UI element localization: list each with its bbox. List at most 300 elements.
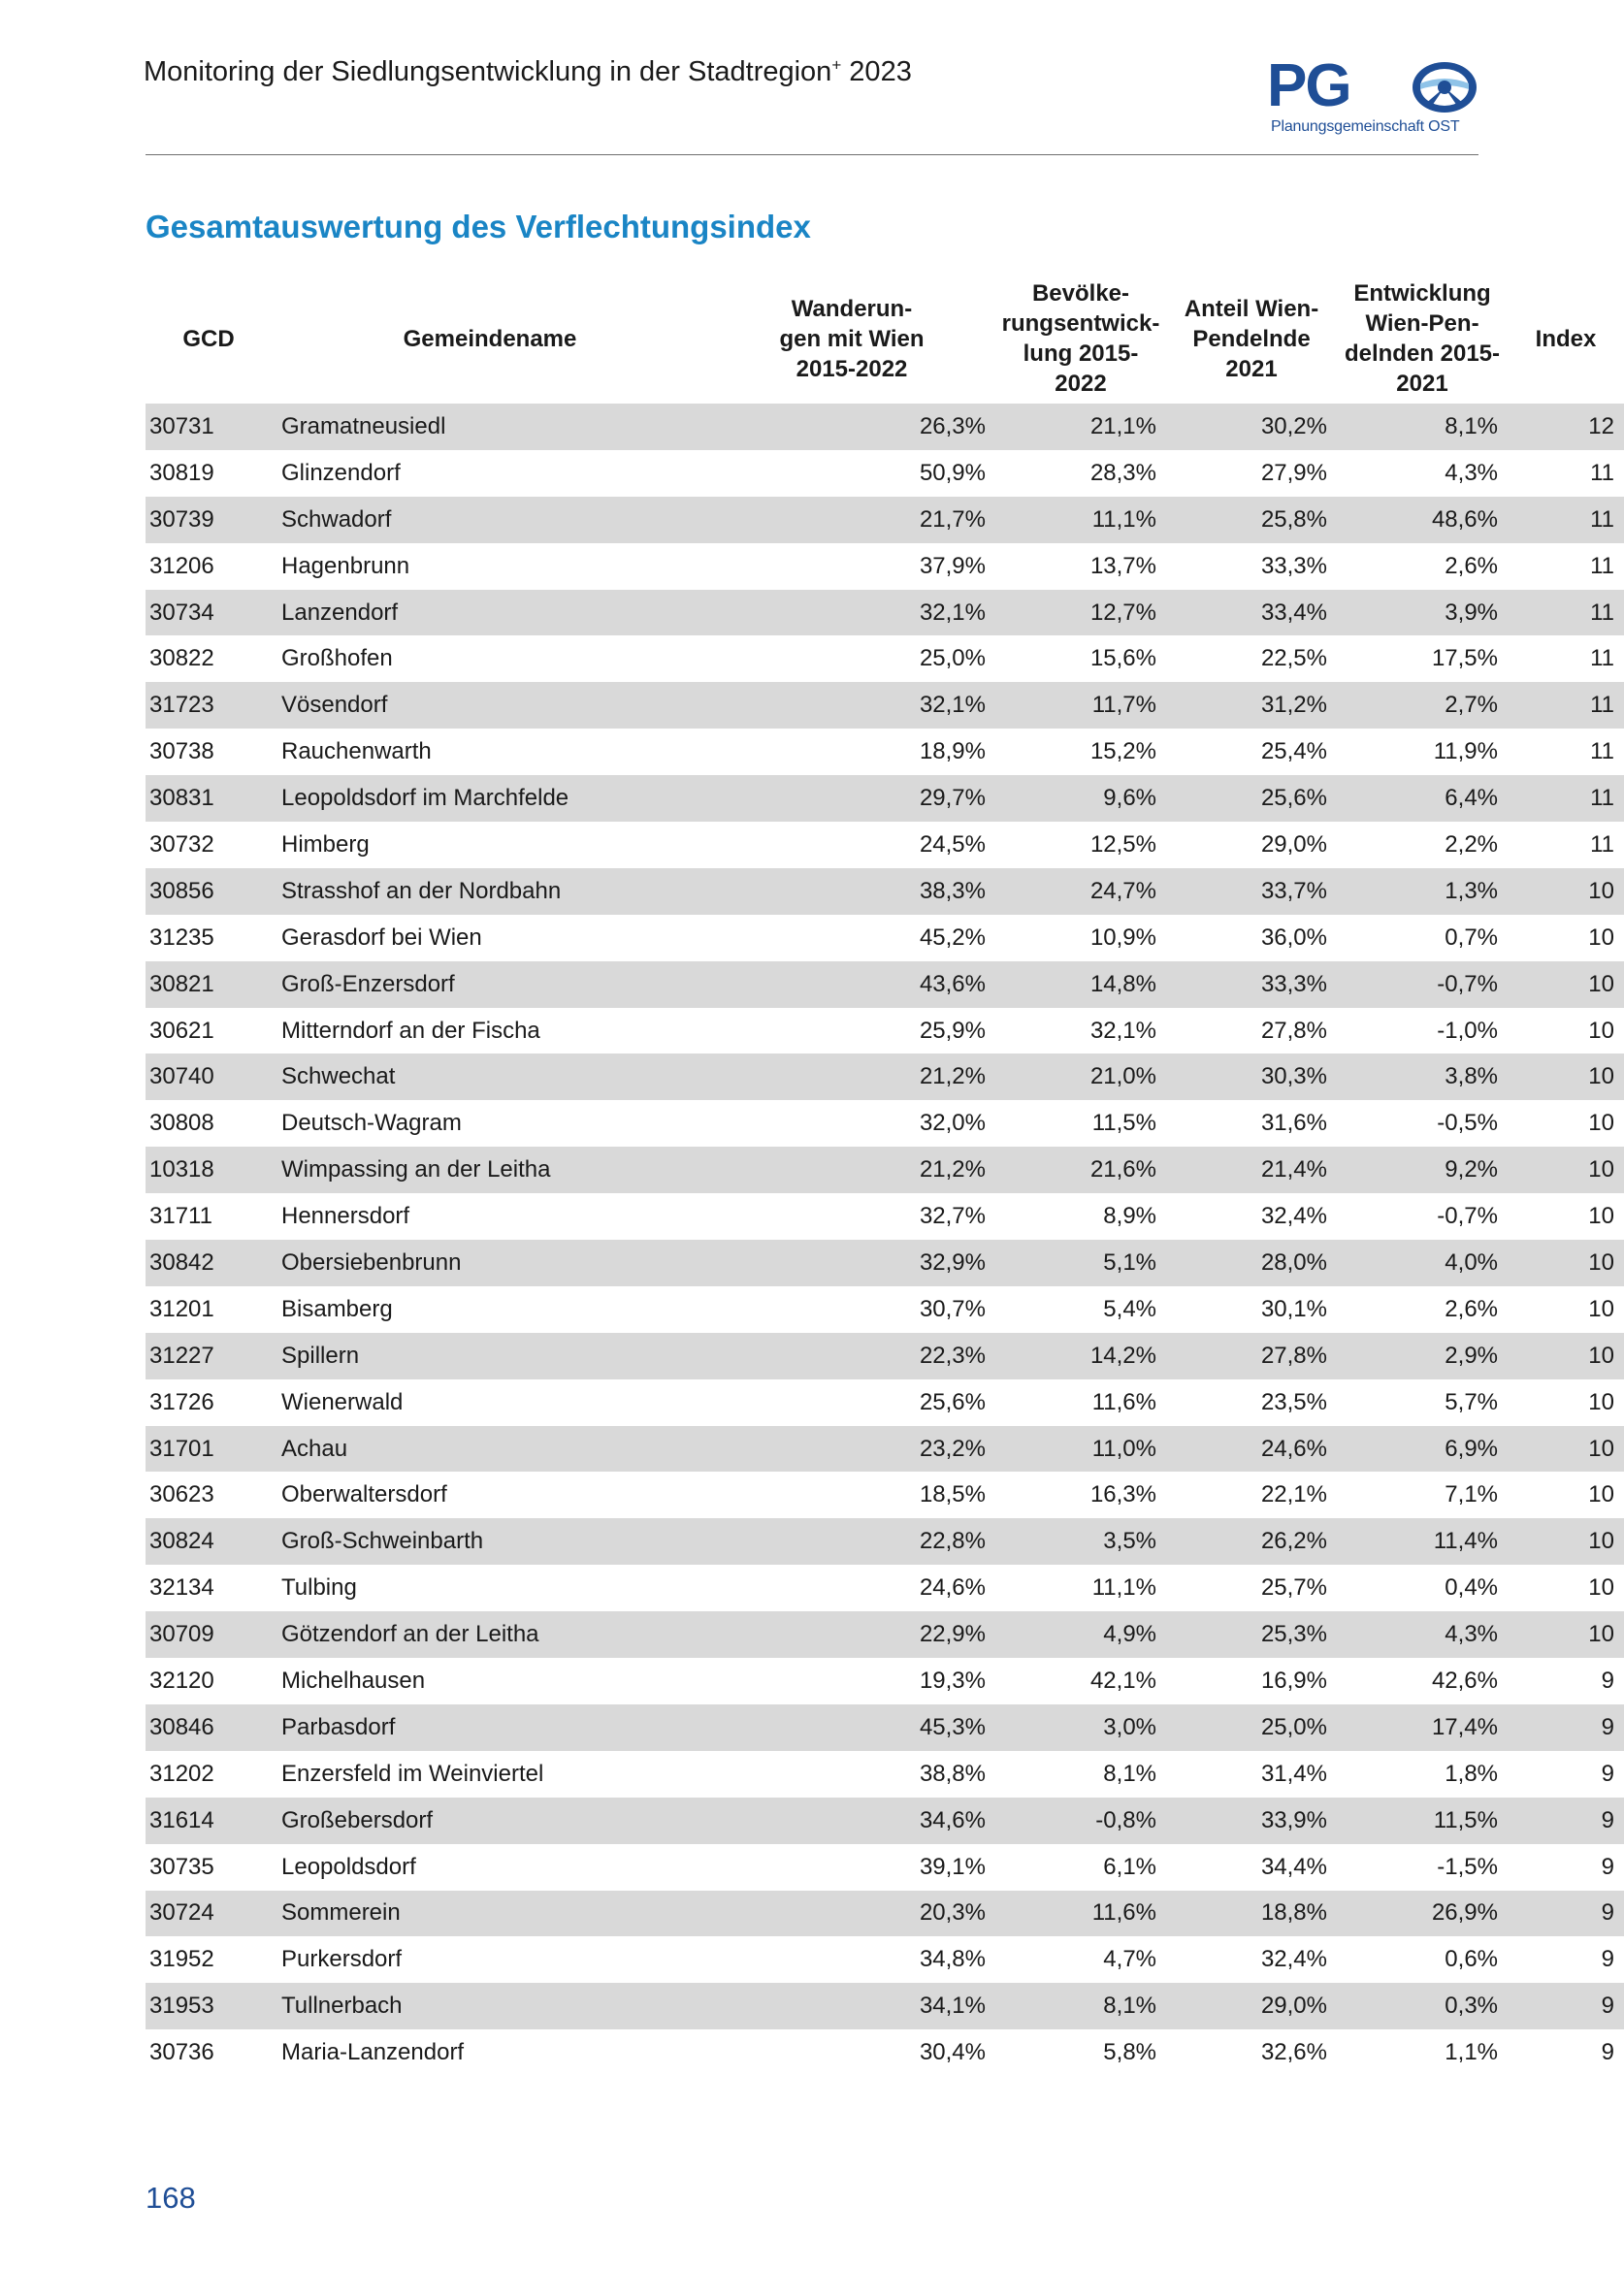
cell-wanderungen: 25,0%	[919, 645, 986, 672]
cell-bevoelkerungsentwicklung: 3,5%	[995, 1518, 1166, 1565]
cell-wanderungen: 19,3%	[919, 1667, 986, 1694]
cell-anteil-wien-pendelnde: 31,4%	[1260, 1760, 1327, 1787]
cell-entwicklung-wien-pendelnde: 6,9%	[1337, 1426, 1508, 1473]
cell-wanderungen: 22,3%	[708, 1333, 995, 1379]
column-header-gcd: GCD	[182, 325, 235, 352]
cell-gcd: 31953	[146, 1983, 272, 2029]
cell-anteil-wien-pendelnde: 18,8%	[1166, 1891, 1337, 1937]
cell-gemeindename: Himberg	[281, 830, 370, 858]
table-row	[146, 1891, 1624, 1937]
cell-bevoelkerungsentwicklung: 15,2%	[1089, 738, 1156, 765]
cell-gemeindename: Oberwaltersdorf	[281, 1481, 447, 1508]
cell-entwicklung-wien-pendelnde: 17,4%	[1337, 1704, 1508, 1751]
cell-gemeindename: Sommerein	[272, 1891, 708, 1937]
cell-gcd: 31227	[146, 1333, 272, 1379]
table-row	[146, 1100, 1624, 1147]
column-header-anteil-wien-pendelnde: Anteil Wien- Pendelnde 2021	[1184, 295, 1319, 382]
table-row	[146, 1611, 1624, 1658]
cell-gemeindename: Enzersfeld im Weinviertel	[281, 1760, 544, 1787]
cell-gcd: 31726	[149, 1388, 214, 1415]
header-divider	[146, 154, 1478, 155]
cell-entwicklung-wien-pendelnde: 2,9%	[1337, 1333, 1508, 1379]
cell-index: 11	[1508, 682, 1624, 729]
cell-entwicklung-wien-pendelnde: 48,6%	[1337, 497, 1508, 543]
cell-bevoelkerungsentwicklung: 11,1%	[995, 497, 1166, 543]
cell-bevoelkerungsentwicklung: -0,8%	[995, 1798, 1166, 1844]
cell-wanderungen: 18,5%	[919, 1481, 986, 1508]
cell-wanderungen: 24,6%	[919, 1574, 986, 1602]
cell-entwicklung-wien-pendelnde: 0,7%	[1445, 924, 1498, 951]
table-row	[146, 682, 1624, 729]
cell-gcd: 30724	[146, 1891, 272, 1937]
cell-entwicklung-wien-pendelnde: 0,4%	[1445, 1574, 1498, 1602]
cell-gcd: 30821	[146, 961, 272, 1008]
table-row	[146, 2029, 1624, 2076]
table-row	[146, 1798, 1624, 1844]
cell-bevoelkerungsentwicklung: 24,7%	[995, 868, 1166, 915]
cell-gemeindename: Groß-Enzersdorf	[272, 961, 708, 1008]
cell-index: 10	[1588, 1110, 1614, 1137]
cell-wanderungen: 45,2%	[919, 924, 986, 951]
cell-index: 11	[1590, 830, 1614, 858]
cell-entwicklung-wien-pendelnde: 8,1%	[1337, 404, 1508, 450]
cell-wanderungen: 34,6%	[708, 1798, 995, 1844]
table-row	[146, 404, 1624, 450]
table-row	[146, 590, 1624, 636]
cell-gcd: 30739	[146, 497, 272, 543]
cell-gcd: 30734	[146, 590, 272, 636]
cell-gemeindename: Großhofen	[281, 645, 393, 672]
cell-index: 10	[1588, 924, 1614, 951]
cell-anteil-wien-pendelnde: 36,0%	[1260, 924, 1327, 951]
cell-gemeindename: Groß-Schweinbarth	[272, 1518, 708, 1565]
cell-gemeindename: Hagenbrunn	[281, 552, 410, 579]
cell-gcd: 31206	[149, 552, 214, 579]
cell-anteil-wien-pendelnde: 33,7%	[1166, 868, 1337, 915]
column-header-wanderungen: Wanderun- gen mit Wien 2015-2022	[779, 295, 925, 382]
cell-entwicklung-wien-pendelnde: 2,7%	[1337, 682, 1508, 729]
cell-gcd: 30856	[146, 868, 272, 915]
cell-entwicklung-wien-pendelnde: 1,8%	[1445, 1760, 1498, 1787]
cell-gemeindename: Großebersdorf	[272, 1798, 708, 1844]
cell-index: 9	[1601, 2039, 1614, 2066]
cell-wanderungen: 32,1%	[708, 682, 995, 729]
table-row	[146, 450, 1624, 497]
cell-anteil-wien-pendelnde: 24,6%	[1166, 1426, 1337, 1473]
cell-bevoelkerungsentwicklung: 13,7%	[1089, 552, 1156, 579]
cell-anteil-wien-pendelnde: 27,8%	[1260, 1017, 1327, 1044]
cell-wanderungen: 20,3%	[708, 1891, 995, 1937]
cell-index: 10	[1588, 1574, 1614, 1602]
cell-entwicklung-wien-pendelnde: 4,3%	[1337, 1611, 1508, 1658]
cell-wanderungen: 25,9%	[919, 1017, 986, 1044]
header-title-year: 2023	[841, 56, 912, 87]
cell-index: 11	[1508, 497, 1624, 543]
cell-gemeindename: Götzendorf an der Leitha	[272, 1611, 708, 1658]
cell-index: 10	[1508, 1611, 1624, 1658]
cell-wanderungen: 32,9%	[708, 1240, 995, 1286]
cell-gcd: 30709	[146, 1611, 272, 1658]
table-row	[146, 1053, 1624, 1100]
cell-entwicklung-wien-pendelnde: -0,7%	[1337, 961, 1508, 1008]
cell-gcd: 31201	[149, 1295, 214, 1322]
cell-gemeindename: Tulbing	[281, 1574, 357, 1602]
cell-entwicklung-wien-pendelnde: 1,1%	[1445, 2039, 1498, 2066]
cell-gemeindename: Hennersdorf	[281, 1203, 410, 1230]
cell-wanderungen: 32,1%	[708, 590, 995, 636]
cell-anteil-wien-pendelnde: 25,4%	[1260, 738, 1327, 765]
cell-gemeindename: Wimpassing an der Leitha	[272, 1147, 708, 1193]
cell-entwicklung-wien-pendelnde: 11,5%	[1337, 1798, 1508, 1844]
cell-gcd: 30822	[149, 645, 214, 672]
cell-anteil-wien-pendelnde: 25,6%	[1166, 775, 1337, 822]
cell-anteil-wien-pendelnde: 23,5%	[1260, 1388, 1327, 1415]
cell-wanderungen: 43,6%	[708, 961, 995, 1008]
cell-gemeindename: Rauchenwarth	[281, 738, 432, 765]
cell-wanderungen: 50,9%	[919, 459, 986, 486]
cell-wanderungen: 21,2%	[708, 1147, 995, 1193]
logo-globe-icon	[1411, 60, 1478, 114]
table-row	[146, 1704, 1624, 1751]
cell-index: 10	[1588, 1388, 1614, 1415]
table-row	[146, 1518, 1624, 1565]
header-title-superscript: +	[831, 55, 842, 75]
cell-gemeindename: Schwechat	[272, 1053, 708, 1100]
cell-anteil-wien-pendelnde: 21,4%	[1166, 1147, 1337, 1193]
cell-wanderungen: 38,3%	[708, 868, 995, 915]
cell-bevoelkerungsentwicklung: 21,1%	[995, 404, 1166, 450]
cell-index: 11	[1590, 738, 1614, 765]
cell-gcd: 30735	[149, 1853, 214, 1880]
cell-gcd: 30831	[146, 775, 272, 822]
table-row	[146, 543, 1624, 590]
cell-bevoelkerungsentwicklung: 12,7%	[995, 590, 1166, 636]
cell-index: 12	[1508, 404, 1624, 450]
cell-bevoelkerungsentwicklung: 6,1%	[1103, 1853, 1156, 1880]
cell-anteil-wien-pendelnde: 33,4%	[1166, 590, 1337, 636]
cell-gcd: 30621	[149, 1017, 214, 1044]
cell-entwicklung-wien-pendelnde: 0,6%	[1445, 1946, 1498, 1973]
cell-wanderungen: 29,7%	[708, 775, 995, 822]
cell-gcd: 30819	[149, 459, 214, 486]
cell-bevoelkerungsentwicklung: 5,8%	[1103, 2039, 1156, 2066]
table-row	[146, 1147, 1624, 1193]
cell-entwicklung-wien-pendelnde: -0,5%	[1437, 1110, 1498, 1137]
cell-wanderungen: 39,1%	[919, 1853, 986, 1880]
table-row	[146, 1565, 1624, 1611]
table-row	[146, 1658, 1624, 1704]
cell-entwicklung-wien-pendelnde: 4,0%	[1337, 1240, 1508, 1286]
cell-anteil-wien-pendelnde: 25,7%	[1260, 1574, 1327, 1602]
cell-anteil-wien-pendelnde: 30,2%	[1166, 404, 1337, 450]
cell-bevoelkerungsentwicklung: 5,4%	[1103, 1295, 1156, 1322]
cell-gcd: 30731	[146, 404, 272, 450]
cell-gemeindename: Vösendorf	[272, 682, 708, 729]
cell-gemeindename: Achau	[272, 1426, 708, 1473]
cell-entwicklung-wien-pendelnde: 26,9%	[1337, 1891, 1508, 1937]
cell-anteil-wien-pendelnde: 32,4%	[1260, 1946, 1327, 1973]
cell-index: 10	[1508, 1333, 1624, 1379]
cell-entwicklung-wien-pendelnde: 5,7%	[1445, 1388, 1498, 1415]
cell-entwicklung-wien-pendelnde: 2,6%	[1445, 1295, 1498, 1322]
section-title: Gesamtauswertung des Verflechtungsindex	[146, 209, 811, 244]
cell-entwicklung-wien-pendelnde: 17,5%	[1431, 645, 1498, 672]
page-number: 168	[146, 2181, 196, 2215]
table-row	[146, 1193, 1624, 1240]
cell-wanderungen: 30,7%	[919, 1295, 986, 1322]
cell-bevoelkerungsentwicklung: 4,7%	[1103, 1946, 1156, 1973]
table-row	[146, 1844, 1624, 1891]
cell-index: 11	[1508, 775, 1624, 822]
cell-gcd: 30824	[146, 1518, 272, 1565]
cell-anteil-wien-pendelnde: 25,3%	[1166, 1611, 1337, 1658]
cell-gcd: 31614	[146, 1798, 272, 1844]
cell-bevoelkerungsentwicklung: 10,9%	[1089, 924, 1156, 951]
table-row	[146, 961, 1624, 1008]
cell-anteil-wien-pendelnde: 16,9%	[1260, 1667, 1327, 1694]
cell-index: 10	[1508, 1518, 1624, 1565]
cell-bevoelkerungsentwicklung: 21,6%	[995, 1147, 1166, 1193]
cell-index: 9	[1601, 1760, 1614, 1787]
cell-anteil-wien-pendelnde: 29,0%	[1260, 830, 1327, 858]
verflechtungsindex-table	[146, 274, 1624, 2076]
cell-anteil-wien-pendelnde: 32,4%	[1260, 1203, 1327, 1230]
cell-bevoelkerungsentwicklung: 11,0%	[995, 1426, 1166, 1473]
cell-bevoelkerungsentwicklung: 28,3%	[1089, 459, 1156, 486]
cell-anteil-wien-pendelnde: 26,2%	[1166, 1518, 1337, 1565]
cell-anteil-wien-pendelnde: 29,0%	[1166, 1983, 1337, 2029]
cell-anteil-wien-pendelnde: 27,9%	[1260, 459, 1327, 486]
cell-anteil-wien-pendelnde: 28,0%	[1166, 1240, 1337, 1286]
table-body	[146, 404, 1624, 2076]
cell-gemeindename: Spillern	[272, 1333, 708, 1379]
table-row	[146, 1426, 1624, 1473]
header-title-text: Monitoring der Siedlungsentwicklung in der Stadtregion	[144, 56, 832, 87]
cell-gemeindename: Wienerwald	[281, 1388, 404, 1415]
cell-wanderungen: 45,3%	[708, 1704, 995, 1751]
cell-gcd: 30623	[149, 1481, 214, 1508]
logo-tagline: Planungsgemeinschaft OST	[1271, 118, 1460, 135]
cell-entwicklung-wien-pendelnde: 1,3%	[1337, 868, 1508, 915]
cell-gcd: 31235	[149, 924, 214, 951]
cell-gcd: 30842	[146, 1240, 272, 1286]
cell-gcd: 30736	[149, 2039, 214, 2066]
cell-wanderungen: 23,2%	[708, 1426, 995, 1473]
cell-bevoelkerungsentwicklung: 32,1%	[1089, 1017, 1156, 1044]
table-row	[146, 635, 1624, 682]
cell-wanderungen: 34,8%	[919, 1946, 986, 1973]
cell-wanderungen: 30,4%	[919, 2039, 986, 2066]
table-row	[146, 497, 1624, 543]
cell-gemeindename: Parbasdorf	[272, 1704, 708, 1751]
cell-anteil-wien-pendelnde: 33,9%	[1166, 1798, 1337, 1844]
cell-gemeindename: Gerasdorf bei Wien	[281, 924, 482, 951]
cell-gemeindename: Leopoldsdorf im Marchfelde	[272, 775, 708, 822]
cell-gemeindename: Lanzendorf	[272, 590, 708, 636]
cell-gemeindename: Glinzendorf	[281, 459, 401, 486]
cell-gemeindename: Deutsch-Wagram	[281, 1110, 462, 1137]
cell-anteil-wien-pendelnde: 22,1%	[1260, 1481, 1327, 1508]
cell-index: 9	[1508, 1704, 1624, 1751]
cell-gcd: 30740	[146, 1053, 272, 1100]
table-row	[146, 915, 1624, 961]
table-row	[146, 1751, 1624, 1798]
cell-gcd: 31701	[146, 1426, 272, 1473]
cell-bevoelkerungsentwicklung: 14,2%	[995, 1333, 1166, 1379]
cell-anteil-wien-pendelnde: 34,4%	[1260, 1853, 1327, 1880]
cell-wanderungen: 26,3%	[708, 404, 995, 450]
cell-entwicklung-wien-pendelnde: 3,8%	[1337, 1053, 1508, 1100]
cell-entwicklung-wien-pendelnde: 6,4%	[1337, 775, 1508, 822]
cell-index: 11	[1590, 459, 1614, 486]
cell-index: 9	[1601, 1853, 1614, 1880]
cell-wanderungen: 25,6%	[919, 1388, 986, 1415]
column-header-gemeindename: Gemeindename	[403, 325, 577, 352]
cell-bevoelkerungsentwicklung: 14,8%	[995, 961, 1166, 1008]
cell-entwicklung-wien-pendelnde: -1,5%	[1437, 1853, 1498, 1880]
cell-entwicklung-wien-pendelnde: 11,9%	[1433, 738, 1498, 765]
cell-index: 11	[1590, 645, 1614, 672]
cell-bevoelkerungsentwicklung: 12,5%	[1089, 830, 1156, 858]
cell-gemeindename: Michelhausen	[281, 1667, 426, 1694]
table-row	[146, 729, 1624, 775]
cell-wanderungen: 34,1%	[708, 1983, 995, 2029]
cell-anteil-wien-pendelnde: 33,3%	[1260, 552, 1327, 579]
table-row	[146, 1333, 1624, 1379]
table-row	[146, 822, 1624, 868]
table-row	[146, 775, 1624, 822]
cell-bevoelkerungsentwicklung: 42,1%	[1089, 1667, 1156, 1694]
cell-index: 10	[1508, 1147, 1624, 1193]
cell-index: 10	[1588, 1203, 1614, 1230]
cell-gemeindename: Gramatneusiedl	[272, 404, 708, 450]
cell-index: 10	[1508, 1240, 1624, 1286]
cell-gcd: 31202	[149, 1760, 214, 1787]
cell-gemeindename: Maria-Lanzendorf	[281, 2039, 465, 2066]
document-header-title	[144, 56, 912, 88]
cell-wanderungen: 21,7%	[708, 497, 995, 543]
cell-entwicklung-wien-pendelnde: 7,1%	[1445, 1481, 1498, 1508]
cell-entwicklung-wien-pendelnde: -0,7%	[1437, 1203, 1498, 1230]
cell-gemeindename: Schwadorf	[272, 497, 708, 543]
cell-index: 10	[1588, 1017, 1614, 1044]
table-header-row	[146, 274, 1624, 404]
cell-gemeindename: Tullnerbach	[272, 1983, 708, 2029]
cell-entwicklung-wien-pendelnde: 4,3%	[1445, 459, 1498, 486]
cell-index: 9	[1601, 1946, 1614, 1973]
cell-entwicklung-wien-pendelnde: 0,3%	[1337, 1983, 1508, 2029]
cell-wanderungen: 32,0%	[919, 1110, 986, 1137]
cell-wanderungen: 22,8%	[708, 1518, 995, 1565]
cell-bevoelkerungsentwicklung: 16,3%	[1089, 1481, 1156, 1508]
cell-index: 9	[1508, 1798, 1624, 1844]
cell-wanderungen: 22,9%	[708, 1611, 995, 1658]
cell-index: 9	[1508, 1983, 1624, 2029]
cell-bevoelkerungsentwicklung: 15,6%	[1089, 645, 1156, 672]
cell-bevoelkerungsentwicklung: 5,1%	[995, 1240, 1166, 1286]
table-row	[146, 1936, 1624, 1983]
cell-wanderungen: 32,7%	[919, 1203, 986, 1230]
cell-anteil-wien-pendelnde: 32,6%	[1260, 2039, 1327, 2066]
logo-letters: PG	[1267, 52, 1350, 119]
table-row	[146, 868, 1624, 915]
cell-anteil-wien-pendelnde: 30,1%	[1260, 1295, 1327, 1322]
cell-index: 9	[1601, 1667, 1614, 1694]
cell-entwicklung-wien-pendelnde: -1,0%	[1437, 1017, 1498, 1044]
cell-wanderungen: 38,8%	[919, 1760, 986, 1787]
cell-gcd: 32120	[149, 1667, 214, 1694]
table-row	[146, 1240, 1624, 1286]
cell-bevoelkerungsentwicklung: 8,1%	[1103, 1760, 1156, 1787]
table-row	[146, 1983, 1624, 2029]
cell-anteil-wien-pendelnde: 27,8%	[1166, 1333, 1337, 1379]
table-row	[146, 1379, 1624, 1426]
table-row	[146, 1008, 1624, 1054]
cell-gemeindename: Purkersdorf	[281, 1946, 403, 1973]
verflechtungsindex-table-container	[146, 274, 1614, 2076]
column-header-index: Index	[1535, 325, 1597, 352]
cell-entwicklung-wien-pendelnde: 3,9%	[1337, 590, 1508, 636]
cell-bevoelkerungsentwicklung: 11,6%	[995, 1891, 1166, 1937]
cell-anteil-wien-pendelnde: 25,0%	[1166, 1704, 1337, 1751]
cell-gcd: 31952	[149, 1946, 214, 1973]
cell-index: 10	[1588, 1295, 1614, 1322]
cell-bevoelkerungsentwicklung: 11,5%	[1091, 1110, 1156, 1137]
table-row	[146, 1472, 1624, 1518]
column-header-entwicklung-wien-pendelnde: Entwicklung Wien-Pen- delnden 2015- 2021	[1344, 280, 1501, 397]
cell-index: 11	[1590, 552, 1614, 579]
cell-index: 9	[1508, 1891, 1624, 1937]
cell-gemeindename: Bisamberg	[281, 1295, 393, 1322]
cell-bevoelkerungsentwicklung: 8,9%	[1103, 1203, 1156, 1230]
cell-gcd: 31711	[149, 1203, 212, 1230]
cell-gcd: 31723	[146, 682, 272, 729]
cell-index: 10	[1508, 961, 1624, 1008]
cell-anteil-wien-pendelnde: 33,3%	[1166, 961, 1337, 1008]
cell-bevoelkerungsentwicklung: 21,0%	[995, 1053, 1166, 1100]
cell-index: 10	[1508, 1426, 1624, 1473]
cell-gcd: 30732	[149, 830, 214, 858]
cell-gcd: 30846	[146, 1704, 272, 1751]
cell-gemeindename: Mitterndorf an der Fischa	[281, 1017, 540, 1044]
cell-wanderungen: 24,5%	[919, 830, 986, 858]
pgo-logo	[1267, 52, 1478, 142]
cell-bevoelkerungsentwicklung: 4,9%	[995, 1611, 1166, 1658]
cell-anteil-wien-pendelnde: 30,3%	[1166, 1053, 1337, 1100]
cell-index: 10	[1588, 1481, 1614, 1508]
cell-gemeindename: Obersiebenbrunn	[272, 1240, 708, 1286]
cell-entwicklung-wien-pendelnde: 2,2%	[1445, 830, 1498, 858]
cell-gemeindename: Leopoldsdorf	[281, 1853, 416, 1880]
cell-anteil-wien-pendelnde: 31,2%	[1166, 682, 1337, 729]
cell-gcd: 32134	[149, 1574, 214, 1602]
column-header-bevoelkerungsentwicklung: Bevölke- rungsentwick- lung 2015- 2022	[1001, 280, 1160, 397]
cell-entwicklung-wien-pendelnde: 11,4%	[1337, 1518, 1508, 1565]
cell-bevoelkerungsentwicklung: 3,0%	[995, 1704, 1166, 1751]
cell-gcd: 30738	[149, 738, 214, 765]
cell-gcd: 30808	[149, 1110, 214, 1137]
cell-entwicklung-wien-pendelnde: 42,6%	[1431, 1667, 1498, 1694]
cell-bevoelkerungsentwicklung: 8,1%	[995, 1983, 1166, 2029]
cell-gcd: 10318	[146, 1147, 272, 1193]
cell-index: 10	[1508, 1053, 1624, 1100]
cell-bevoelkerungsentwicklung: 11,7%	[995, 682, 1166, 729]
cell-bevoelkerungsentwicklung: 9,6%	[995, 775, 1166, 822]
cell-anteil-wien-pendelnde: 25,8%	[1166, 497, 1337, 543]
cell-wanderungen: 21,2%	[708, 1053, 995, 1100]
cell-index: 10	[1508, 868, 1624, 915]
cell-wanderungen: 37,9%	[919, 552, 986, 579]
